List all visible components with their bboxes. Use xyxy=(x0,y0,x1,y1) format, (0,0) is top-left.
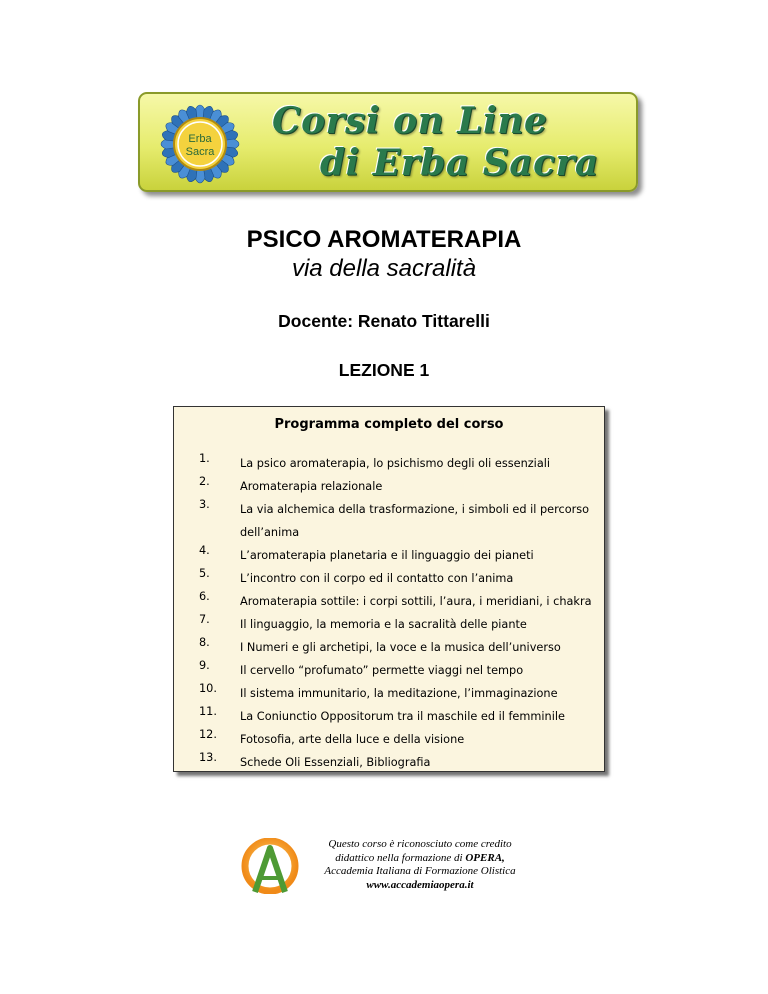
program-item-number: 9. xyxy=(199,659,210,672)
program-item xyxy=(174,751,604,774)
program-item xyxy=(174,682,604,705)
accreditation-note xyxy=(305,838,535,892)
program-item-number: 8. xyxy=(199,636,210,649)
program-item-text: L’aromaterapia planetaria e il linguaggio dei pianeti xyxy=(240,549,534,562)
course-title: PSICO AROMATERAPIA xyxy=(246,226,522,253)
teacher-name: Docente: Renato Tittarelli xyxy=(278,311,490,331)
footer-line-3: Accademia Italiana di Formazione Olistica xyxy=(324,865,516,877)
program-item-text: Il linguaggio, la memoria e la sacralità delle piante xyxy=(240,618,527,631)
program-item-text: Fotosofia, arte della luce e della visione xyxy=(240,733,465,746)
program-item-text: La psico aromaterapia, lo psichismo degli oli essenziali xyxy=(240,457,551,470)
program-item xyxy=(174,728,604,751)
program-item-text: L’incontro con il corpo ed il contatto con l’anima xyxy=(240,572,514,585)
program-item-text: Il cervello “profumato” permette viaggi nel tempo xyxy=(240,664,524,677)
program-item-number: 11. xyxy=(199,705,217,718)
program-item-number: 13. xyxy=(199,751,217,764)
program-item-text: La via alchemica della trasformazione, i simboli ed il percorso dell’anima xyxy=(240,503,590,539)
program-item-number: 5. xyxy=(199,567,210,580)
banner-title-line-2: di Erba Sacra xyxy=(320,142,599,184)
program-item xyxy=(174,544,604,567)
program-list xyxy=(174,452,604,774)
program-item-number: 4. xyxy=(199,544,210,557)
program-item xyxy=(174,475,604,498)
program-item-number: 3. xyxy=(199,498,210,511)
logo-text-sacra: Sacra xyxy=(185,146,215,158)
program-item xyxy=(174,452,604,475)
footer-website-link[interactable]: www.accademiaopera.it xyxy=(366,878,474,891)
course-banner xyxy=(138,92,638,192)
program-item xyxy=(174,636,604,659)
program-item-text: Schede Oli Essenziali, Bibliografia xyxy=(240,756,431,769)
banner-title-line-1: Corsi on Line xyxy=(272,100,548,142)
program-item-text: Aromaterapia relazionale xyxy=(240,480,383,493)
program-item xyxy=(174,659,604,682)
program-item-number: 2. xyxy=(199,475,210,488)
program-item xyxy=(174,498,604,544)
program-box xyxy=(173,406,605,772)
logo-text-erba: Erba xyxy=(188,133,212,145)
program-item-number: 10. xyxy=(199,682,217,695)
program-item-text: Aromaterapia sottile: i corpi sottili, l’aura, i meridiani, i chakra xyxy=(240,595,592,608)
footer-line-2: didattico nella formazione di OPERA, xyxy=(335,851,505,864)
program-item-text: Il sistema immunitario, la meditazione, l’immaginazione xyxy=(240,687,558,700)
program-item-text: I Numeri e gli archetipi, la voce e la musica dell’universo xyxy=(240,641,561,654)
accademia-opera-logo xyxy=(235,838,305,894)
course-subtitle: via della sacralità xyxy=(291,255,477,282)
program-item xyxy=(174,590,604,613)
program-item-number: 1. xyxy=(199,452,210,465)
program-item-number: 12. xyxy=(199,728,217,741)
program-item xyxy=(174,567,604,590)
program-item-number: 6. xyxy=(199,590,210,603)
lesson-number: LEZIONE 1 xyxy=(338,360,430,380)
erba-sacra-logo xyxy=(154,98,246,190)
program-item xyxy=(174,613,604,636)
footer-line-1: Questo corso è riconosciuto come credito xyxy=(328,838,512,850)
program-item-number: 7. xyxy=(199,613,210,626)
program-item-text: La Coniunctio Oppositorum tra il maschile ed il femminile xyxy=(240,710,565,723)
program-title: Programma completo del corso xyxy=(274,417,504,432)
program-item xyxy=(174,705,604,728)
